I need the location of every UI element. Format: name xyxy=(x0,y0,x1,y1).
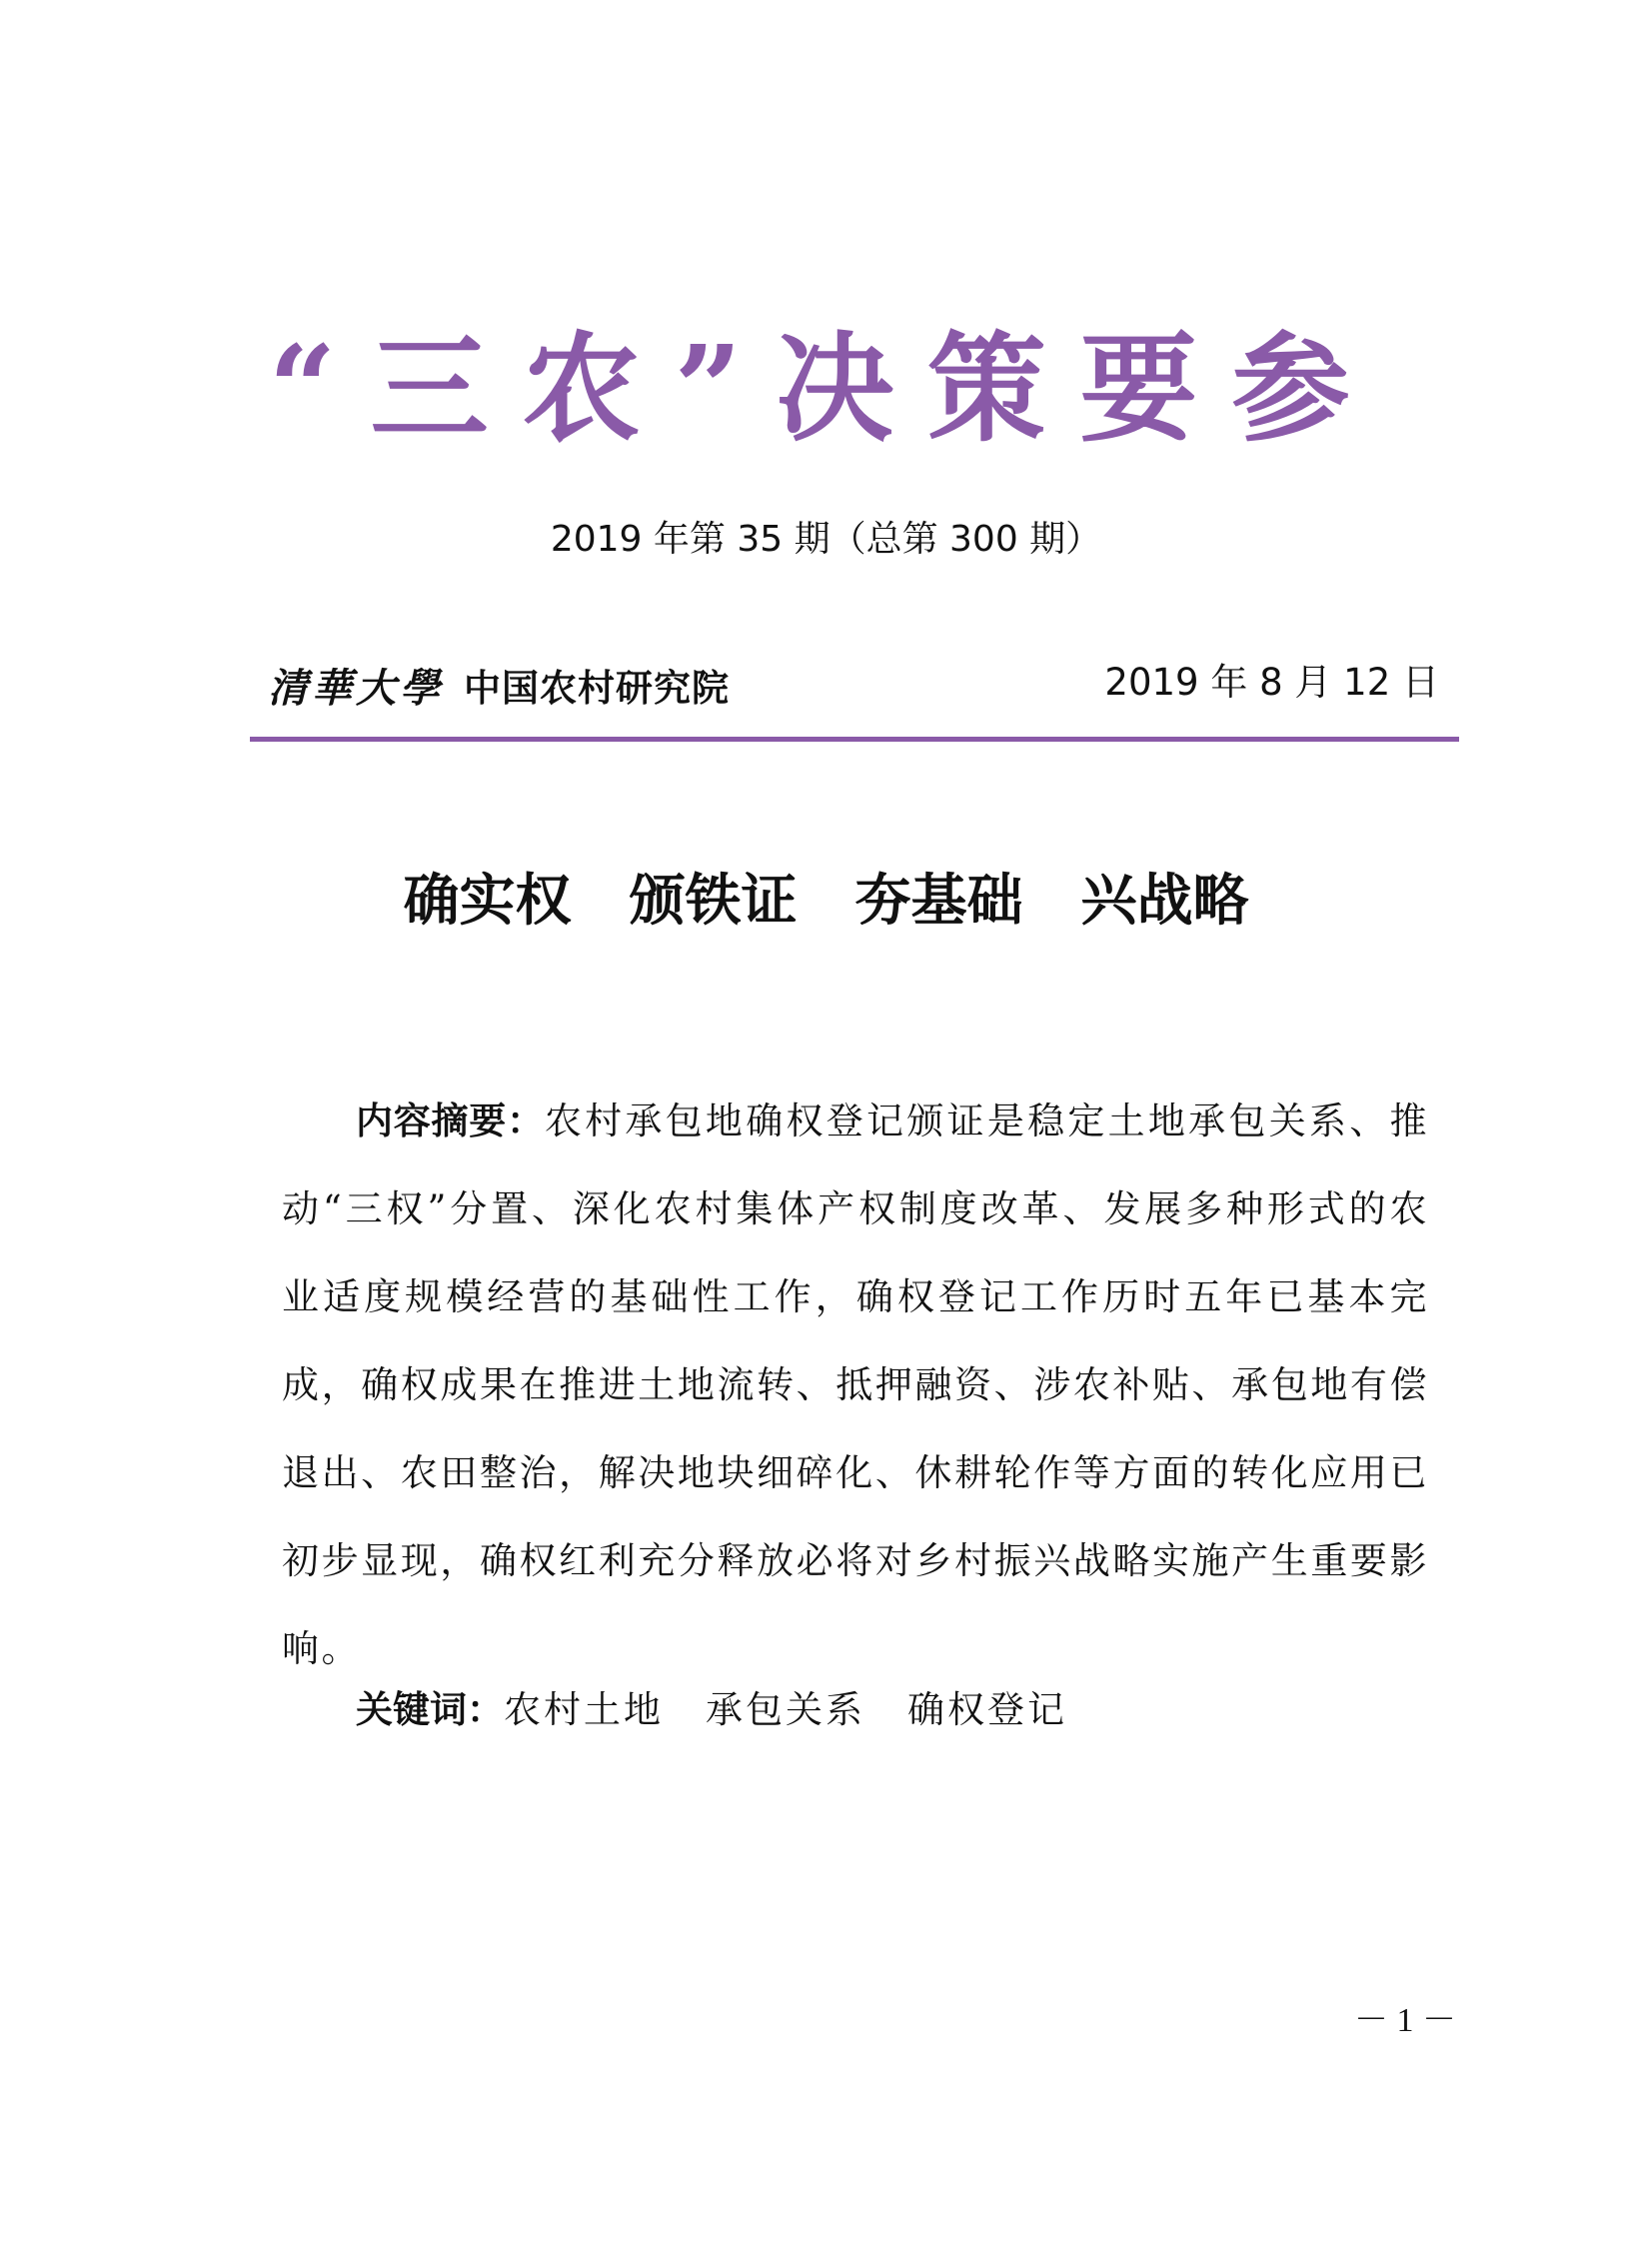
page-number: － 1 － xyxy=(1354,2002,1456,2039)
masthead-title: “三农”决策要参 xyxy=(268,319,1384,458)
keyword: 承包关系 xyxy=(706,1688,865,1731)
abstract-text: 农村承包地确权登记颁证是稳定土地承包关系、推动“三权”分置、深化农村集体产权制度改革、发展多种形式的农业适度规模经营的基础性工作，确权登记工作历时五年已基本完成，确权成果在推进土地流转、抵押融资、涉农补贴、承包地有偿退出、农田整治，解决地块细碎化、休耕轮作等方面的转化应用已初步显现，确权红利充分释放必将对乡村振兴战略实施产生重要影响。 xyxy=(282,1100,1430,1670)
abstract-paragraph xyxy=(282,1078,1429,1693)
abstract-label: 内容摘要： xyxy=(356,1100,545,1142)
title-part: 夯基础 xyxy=(854,869,1023,934)
title-part: 确实权 xyxy=(403,869,572,934)
institute-name: 中国农村研究院 xyxy=(464,667,730,710)
title-part: 颁铁证 xyxy=(629,869,798,934)
publisher xyxy=(268,660,730,710)
keyword: 农村土地 xyxy=(504,1688,664,1731)
publication-date: 2019 年 8 月 12 日 xyxy=(1104,661,1439,704)
keywords-label: 关键词： xyxy=(356,1688,504,1731)
university-logo-text: 清華大學 xyxy=(268,664,444,712)
keywords-line xyxy=(356,1685,1067,1735)
article-title xyxy=(0,869,1652,934)
title-part: 兴战略 xyxy=(1080,869,1249,934)
issue-number: 2019 年第 35 期（总第 300 期） xyxy=(550,519,1102,560)
header-divider xyxy=(250,737,1459,742)
keyword: 确权登记 xyxy=(907,1688,1067,1731)
